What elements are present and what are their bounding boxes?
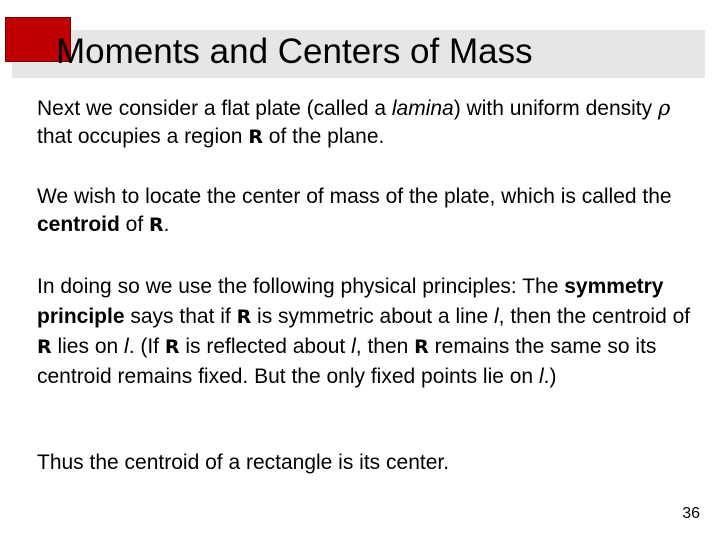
line-l: l [124,335,129,358]
line-l: l [351,335,356,358]
rho-symbol: ρ [657,96,671,120]
region-r: R [164,336,180,358]
term-symmetry-principle: symmetry principle [37,275,664,328]
line-l: l [538,365,544,388]
term-centroid: centroid [37,213,120,236]
paragraph-symmetry-principle: In doing so we use the following physical principles: The symmetry principle says that if R is symmetric about a line l, then the centroid of R lies on l. (If R is reflected about l, then R remains the same so its centroid remains fixed. But the only fixed points lie on l.) [37,275,691,388]
paragraph-centroid: We wish to locate the center of mass of the plate, which is called the centroid of R. [37,185,672,236]
region-r: R [236,306,252,328]
region-r: R [248,126,263,148]
region-r: R [37,336,52,358]
region-r: R [149,214,164,236]
paragraph-rectangle: Thus the centroid of a rectangle is its center. [37,451,450,474]
slide-title: Moments and Centers of Mass [56,32,533,71]
region-r: R [414,336,429,358]
line-l: l [493,305,499,328]
paragraph-lamina: Next we consider a flat plate (called a lamina) with uniform density ρ that occupies a region R of the plane. [37,96,671,148]
term-lamina: lamina [391,97,454,120]
page-number: 36 [682,505,700,522]
